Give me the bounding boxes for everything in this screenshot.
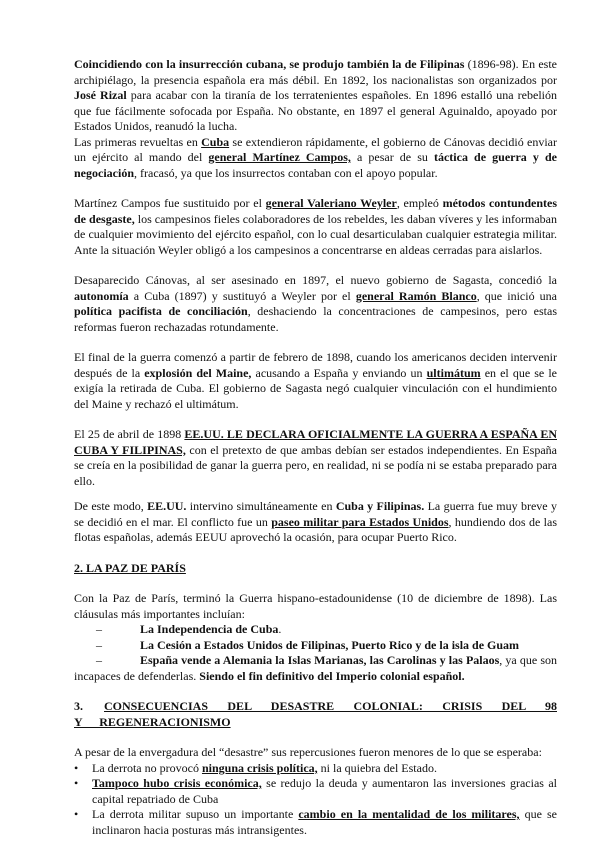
clauses-list <box>74 622 557 684</box>
text: con el pretexto de que ambas debían ser estados independientes. En España se creía en la posibilidad de ganar la guerra pero, en realidad, ni se podía ni se estaba preparado para ello. <box>74 442 557 488</box>
bold-underlined-text: ultimátum <box>426 365 481 380</box>
dash-marker: – <box>96 622 102 636</box>
bold-underlined-text: general Martínez Campos, <box>208 150 351 164</box>
text: a pesar de su <box>350 150 434 164</box>
text: El 25 de abril de 1898 <box>74 427 185 441</box>
section-number: 3. <box>74 699 83 713</box>
bold-underlined-text: Tampoco hubo crisis económica, <box>92 776 262 790</box>
list-item <box>74 622 557 638</box>
bold-underlined-text: cambio en la mentalidad de los militares, <box>298 807 520 821</box>
text: , empleó <box>396 196 443 210</box>
text: . <box>278 622 282 636</box>
paragraph-sagasta <box>74 273 557 335</box>
bold-underlined-text: Cuba <box>201 134 230 149</box>
dash-marker: – <box>96 653 102 667</box>
text: , deshaciendo la concentraciones de campesinos, pero estas reformas fueron rechazadas rotundamente. <box>74 304 557 334</box>
paragraph-repercusiones: A pesar de la envergadura del “desastre” sus repercusiones fueron menores de lo que se esperaba: <box>74 745 542 759</box>
bold-text: Siendo el fin definitivo del Imperio colonial español. <box>199 668 465 683</box>
bold-text: táctica de guerra y de negociación <box>74 150 557 180</box>
bold-text: La Independencia de Cuba <box>140 622 279 636</box>
bold-text: José Rizal <box>74 88 127 102</box>
bold-text: autonomía <box>74 288 129 303</box>
text: que se inclinaron hacia posturas más intransigentes. <box>92 807 558 837</box>
list-item <box>74 638 557 654</box>
text: a Cuba (1897) y sustituyó a Weyler por el <box>128 288 356 303</box>
text: intervino simultáneamente en <box>186 499 336 513</box>
bullet-marker: • <box>74 776 79 790</box>
text: para acabar con la tiranía de los terratenientes españoles. En 1896 estalló una rebelión que fue fácilmente sofocada por España. No obstante, en 1897 el general Aguinaldo, apoyado por Estados Unidos, reanudó la lucha. <box>74 88 558 133</box>
list-item <box>74 761 557 777</box>
text: , ya que son incapaces de defenderlas. <box>74 653 557 683</box>
text: en el que se le exigía la retirada de Cuba. El gobierno de Sagasta negó cualquier vinculación con el hundimiento del Maine y rechazó el ultimátum. <box>74 365 557 411</box>
bold-underlined-text: ninguna crisis política, <box>201 760 318 775</box>
text: Martínez Campos fue sustituido por el <box>74 196 266 210</box>
text: El final de la guerra comenzó a partir de febrero de 1898, cuando los americanos deciden intervenir después de la <box>74 350 557 380</box>
section-heading-paz-paris: 2. LA PAZ DE PARÍS <box>74 560 186 575</box>
bullet-marker: • <box>74 807 79 821</box>
text: Las primeras revueltas en <box>74 134 202 149</box>
bold-underlined-text: general Ramón Blanco <box>355 288 477 303</box>
text: ni la quiebra del Estado. <box>317 760 437 775</box>
list-item <box>74 776 557 807</box>
list-item <box>74 653 557 684</box>
bold-text: Coincidiendo con la insurrección cubana, se produjo también la de Filipinas <box>74 57 465 71</box>
text: Desaparecido Cánovas, al ser asesinado en 1897, el nuevo gobierno de Sagasta, concedió la <box>74 273 557 287</box>
text: acusando a España y enviando un <box>251 365 427 380</box>
text: La guerra fue muy breve y se decidió en el mar. El conflicto fue un <box>74 499 557 529</box>
paragraph-filipinas <box>74 57 557 135</box>
paragraph-weyler <box>74 196 557 258</box>
text: , que inició una <box>476 288 557 303</box>
bold-text: La Cesión a Estados Unidos de Filipinas, Puerto Rico y de la isla de Guam <box>140 637 520 652</box>
text: , fracasó, ya que los insurrectos contaban con el apoyo popular. <box>134 165 438 180</box>
paragraph-maine <box>74 350 557 412</box>
bold-underlined-text: EE.UU. LE DECLARA OFICIALMENTE LA GUERRA A ESPAÑA EN CUBA Y FILIPINAS, <box>74 427 557 457</box>
bold-text: España vende a Alemania la Islas Marianas, las Carolinas y las Palaos <box>140 653 500 667</box>
bold-text: EE.UU. <box>147 499 187 513</box>
bold-underlined-text: paseo militar para Estados Unidos <box>271 514 449 529</box>
bold-underlined-text: general Valeriano Weyler <box>265 196 397 210</box>
consequences-list <box>74 761 557 839</box>
bold-text: Cuba y Filipinas. <box>335 499 425 513</box>
paragraph-paz-paris: Con la Paz de París, terminó la Guerra hispano-estadounidense (10 de diciembre de 1898). Las cláusulas más importantes incluían: <box>74 591 557 621</box>
list-item <box>74 807 557 838</box>
text: De este modo, <box>74 499 148 513</box>
text: La derrota militar supuso un importante <box>92 807 299 821</box>
section-heading-consecuencias <box>74 699 557 730</box>
paragraph-cuba-revueltas <box>74 135 557 182</box>
text: se redujo la deuda y aumentaron las inversiones gracias al capital repatriado de Cuba <box>92 776 558 806</box>
text: La derrota no provocó <box>92 760 202 775</box>
paragraph-declaracion-guerra <box>74 427 557 489</box>
text: los campesinos fieles colaboradores de los rebeldes, les daban víveres y les informaban de cualquier movimiento del ejército español, con lo cual desarticulaban cualquier estrategia militar. Ante la situación Weyler obligó a los campesinos a concentrarse en aldeas cerradas para aislarlos. <box>74 211 557 257</box>
section-title: CONSECUENCIAS DEL DESASTRE COLONIAL: CRISIS DEL 98 Y REGENERACIONISMO <box>74 699 557 729</box>
document-page <box>74 57 557 838</box>
bold-text: política pacifista de conciliación <box>74 304 248 318</box>
text: se extendieron rápidamente, el gobierno de Cánovas decidió enviar un ejército al mando del <box>74 134 557 164</box>
bold-text: explosión del Maine, <box>144 365 252 380</box>
text: , hundiendo dos de las flotas españolas, además EEUU aprovechó la ocasión, para ocupar Puerto Rico. <box>74 514 557 544</box>
paragraph-intervencion <box>74 499 557 546</box>
dash-marker: – <box>96 637 102 652</box>
bold-text: métodos contundentes de desgaste, <box>74 196 557 226</box>
bullet-marker: • <box>74 760 79 775</box>
text: (1896-98). En este archipiélago, la presencia española era más débil. En 1892, los nacionalistas son organizados por <box>74 57 557 87</box>
